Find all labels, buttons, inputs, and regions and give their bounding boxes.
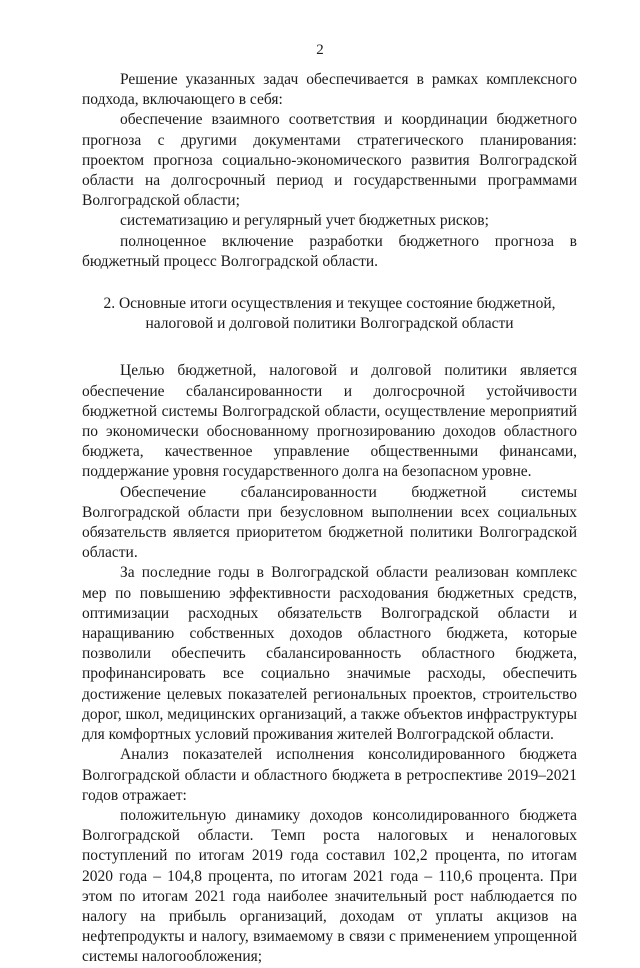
- document-body: [82, 70, 577, 968]
- paragraph-policy-goal: Целью бюджетной, налоговой и долговой политики является обеспечение сбалансированности и долгосрочной устойчивости бюджетной системы Волгоградской области, осуществление мероприятий по экономически обоснованному прогнозированию доходов областного бюджета, качественное управление общественными финансами, поддержание уровня государственного долга на безопасном уровне.: [82, 362, 577, 481]
- paragraph-risks: систематизацию и регулярный учет бюджетных рисков;: [120, 212, 489, 230]
- page-number: 2: [316, 42, 324, 58]
- section-heading: [82, 294, 577, 334]
- section-heading-line-1: 2. Основные итоги осуществления и текущее состояние бюджетной,: [103, 295, 556, 313]
- section-heading-line-2: налоговой и долговой политики Волгоградской области: [145, 315, 514, 333]
- paragraph-analysis-intro: Анализ показателей исполнения консолидированного бюджета Волгоградской области и областного бюджета в ретроспективе 2019–2021 годов отражает:: [82, 746, 577, 804]
- paragraph-measures: За последние годы в Волгоградской области реализован комплекс мер по повышению эффективности расходования бюджетных средств, оптимизации расходных обязательств Волгоградской области и наращиванию собственных доходов областного бюджета, которые позволили обеспечить сбалансированность областного бюджета, профинансировать все социально значимые расходы, обеспечить достижение целевых показателей региональных проектов, строительство дорог, школ, медицинских организаций, а также объектов инфраструктуры для комфортных условий проживания жителей Волгоградской области.: [82, 564, 577, 744]
- paragraph-budget-process: полноценное включение разработки бюджетного прогноза в бюджетный процесс Волгоградской области.: [82, 232, 577, 270]
- paragraph-revenue-dynamics: положительную динамику доходов консолидированного бюджета Волгоградской области. Темп роста налоговых и неналоговых поступлений по итогам 2019 года составил 102,2 процента, по итогам 2020 года – 104,8 процента, по итогам 2021 года – 110,6 процента. При этом по итогам 2021 года наиболее значительный рост наблюдается по налогу на прибыль организаций, доходам от уплаты акцизов на нефтепродукты и налогу, взимаемому в связи с применением упрощенной системы налогообложения;: [82, 806, 577, 966]
- paragraph-coordination: обеспечение взаимного соответствия и координации бюджетного прогноза с другими документами стратегического планирования: проектом прогноза социально-экономического развития Волгоградской области на долгосрочный период и государственными программами Волгоградской области;: [82, 111, 577, 210]
- paragraph-tasks-intro: Решение указанных задач обеспечивается в рамках комплексного подхода, включающего в себя:: [82, 71, 577, 109]
- paragraph-balance-priority: Обеспечение сбалансированности бюджетной системы Волгоградской области при безусловном выполнении всех социальных обязательств является приоритетом бюджетной политики Волгоградской области.: [82, 483, 577, 562]
